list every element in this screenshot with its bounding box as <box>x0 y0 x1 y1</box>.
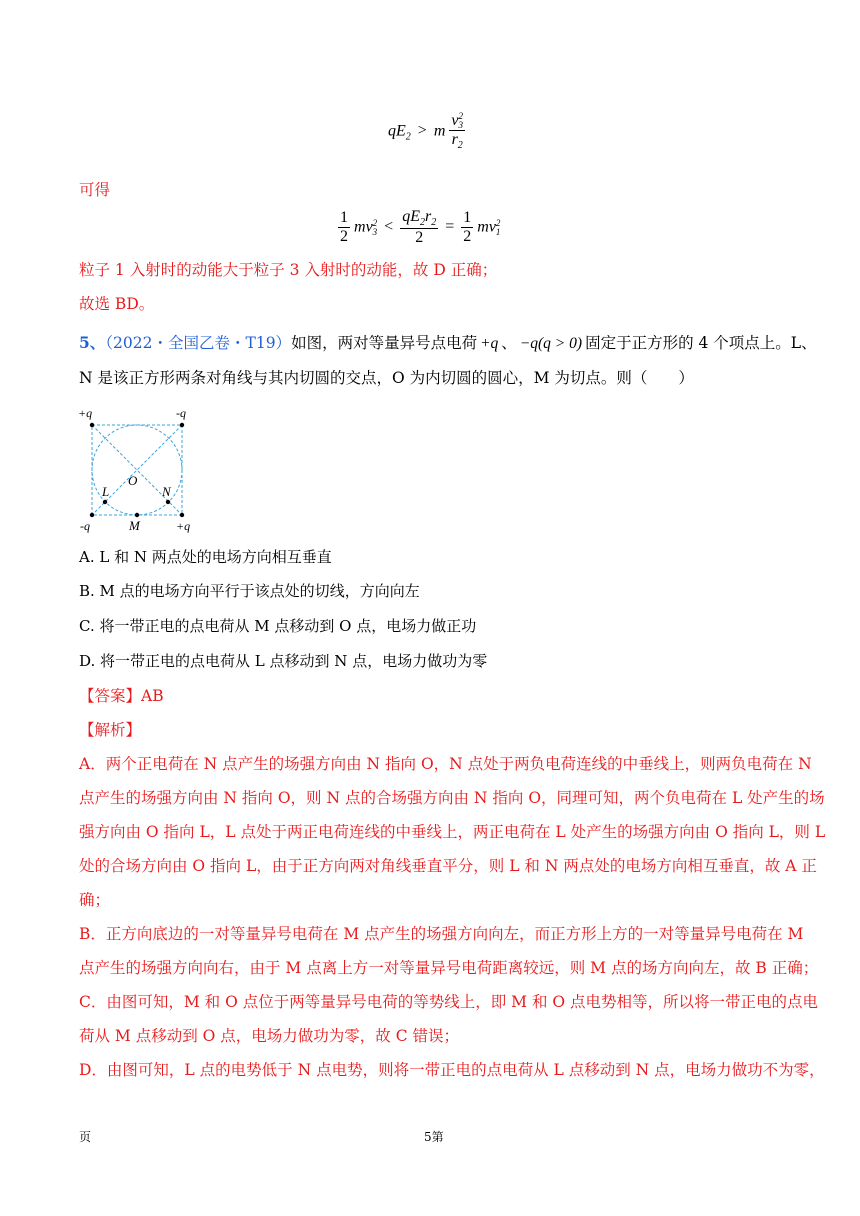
eq1-num: v <box>451 112 459 129</box>
label-n: N <box>162 484 171 499</box>
analysis-line-9: 荷从 M 点移动到 O 点，电场力做功为零，故 C 错误； <box>79 1027 460 1045</box>
eq1-fraction <box>449 112 465 152</box>
point-n-dot <box>166 500 170 504</box>
label-tl: +q <box>78 406 93 420</box>
question-5-stem-line1 <box>79 333 817 354</box>
eq2-half-den: 2 <box>340 228 348 246</box>
eq2-half2-den: 2 <box>463 228 472 246</box>
option-c: C. 将一带正电的点电荷从 M 点移动到 O 点，电场力做正功 <box>79 617 477 635</box>
eq2-m2: m <box>477 218 489 236</box>
stem-sep: 、 <box>501 334 517 352</box>
eq2-sup2: 2 <box>495 217 501 228</box>
eq2-v2: v <box>488 218 496 236</box>
eq1-lhs-sub: 2 <box>405 131 411 143</box>
footer-left: 页 <box>79 1130 92 1144</box>
eq2-eq: = <box>445 218 455 236</box>
analysis-line-10: D．由图可知，L 点的电势低于 N 点电势，则将一带正电的点电荷从 L 点移动到 N 点，电场力做功不为零， <box>79 1061 825 1079</box>
eq2-sup: 2 <box>372 217 378 228</box>
option-d: D. 将一带正电的点电荷从 L 点移动到 N 点，电场力做功为零 <box>79 652 488 670</box>
stem-charge1: +q <box>480 335 499 352</box>
eq2-lt: < <box>384 218 394 236</box>
eq2-num-sub: 2 <box>419 217 425 229</box>
label-tr: -q <box>176 406 186 420</box>
label-l: L <box>102 484 110 499</box>
charge-tr-dot <box>180 423 184 427</box>
option-b: B. M 点的电场方向平行于该点处的切线，方向向左 <box>79 582 420 600</box>
analysis-line-2: 点产生的场强方向由 N 指向 O，则 N 点的合场强方向由 N 指向 O，同理可知，两个负电荷在 L 处产生的场 <box>79 789 825 807</box>
line-d-conclusion: 粒子 1 入射时的动能大于粒子 3 入射时的动能，故 D 正确； <box>79 261 498 279</box>
answer-label: 【答案】AB <box>79 687 164 705</box>
eq2-num-r-sub: 2 <box>431 217 437 229</box>
label-o: O <box>128 473 138 488</box>
page-number: 5第 <box>424 1130 444 1144</box>
eq2-v: v <box>365 218 373 236</box>
eq2-half-num: 1 <box>340 209 348 227</box>
kede-text: 可得 <box>79 181 111 199</box>
eq1-op: > <box>417 122 427 140</box>
eq2-num: qE <box>402 208 420 225</box>
point-l-dot <box>103 500 107 504</box>
eq2-sub1: 1 <box>495 226 501 237</box>
eq2-sub3: 3 <box>372 226 378 237</box>
stem-b: 固定于正方形的 4 个项点上。L、 <box>585 334 817 352</box>
analysis-line-1: A．两个正电荷在 N 点产生的场强方向由 N 指向 O，N 点处于两负电荷连线的中垂线上，则两负电荷在 N <box>79 755 812 773</box>
analysis-line-6: B．正方向底边的一对等量异号电荷在 M 点产生的场强方向向左，而正方形上方的一对等量异号电荷在 M <box>79 925 804 943</box>
eq2-den: 2 <box>415 229 424 247</box>
eq1-den-sub: 2 <box>457 140 463 152</box>
stem-charge2: −q(q > 0) <box>519 335 583 352</box>
analysis-label: 【解析】 <box>79 721 142 739</box>
eq1-den: r <box>451 131 458 149</box>
eq2-m: m <box>354 218 366 236</box>
analysis-line-4: 处的合场方向由 O 指向 L，由于正方向两对角线垂直平分，则 L 和 N 两点处的电场方向相互垂直，故 A 正 <box>79 857 817 875</box>
equation-2 <box>338 208 500 247</box>
eq1-num-sup: 2 <box>458 111 463 122</box>
label-br: +q <box>176 519 191 533</box>
charge-square-figure <box>78 403 198 533</box>
analysis-line-3: 强方向由 O 指向 L，L 点处于两正电荷连线的中垂线上，两正电荷在 L 处产生的场强方向由 O 指向 L，则 L <box>79 823 826 841</box>
analysis-line-7: 点产生的场强方向向右，由于 M 点离上方一对等量异号电荷距离较远，则 M 点的场方向向左，故 B 正确； <box>79 959 819 977</box>
eq1-m: m <box>433 122 446 140</box>
question-5-stem-line2: N 是该正方形两条对角线与其内切圆的交点，O 为内切圆的圆心，M 为切点。则（ ） <box>79 369 694 387</box>
analysis-line-8: C．由图可知，M 和 O 点位于两等量异号电荷的等势线上，即 M 和 O 点电势相等，所以将一带正电的点电 <box>79 993 819 1011</box>
label-m: M <box>129 518 140 533</box>
charge-br-dot <box>180 513 184 517</box>
question-number: 5、 <box>79 333 106 352</box>
eq2-num-r: r <box>424 208 432 225</box>
eq1-num-sub: 3 <box>458 120 463 131</box>
stem-a: 如图，两对等量异号点电荷 <box>291 334 478 352</box>
label-bl: -q <box>80 519 90 533</box>
eq2-half2-num: 1 <box>463 209 472 227</box>
analysis-line-5: 确； <box>79 891 111 909</box>
eq1-lhs: qE <box>388 122 406 140</box>
question-source: （2022・全国乙卷・T19） <box>105 334 292 352</box>
option-a: A. L 和 N 两点处的电场方向相互垂直 <box>79 548 332 566</box>
charge-tl-dot <box>90 423 94 427</box>
point-m-dot <box>135 513 139 517</box>
line-select-bd: 故选 BD。 <box>79 295 155 313</box>
equation-1 <box>388 112 465 152</box>
charge-bl-dot <box>90 513 94 517</box>
